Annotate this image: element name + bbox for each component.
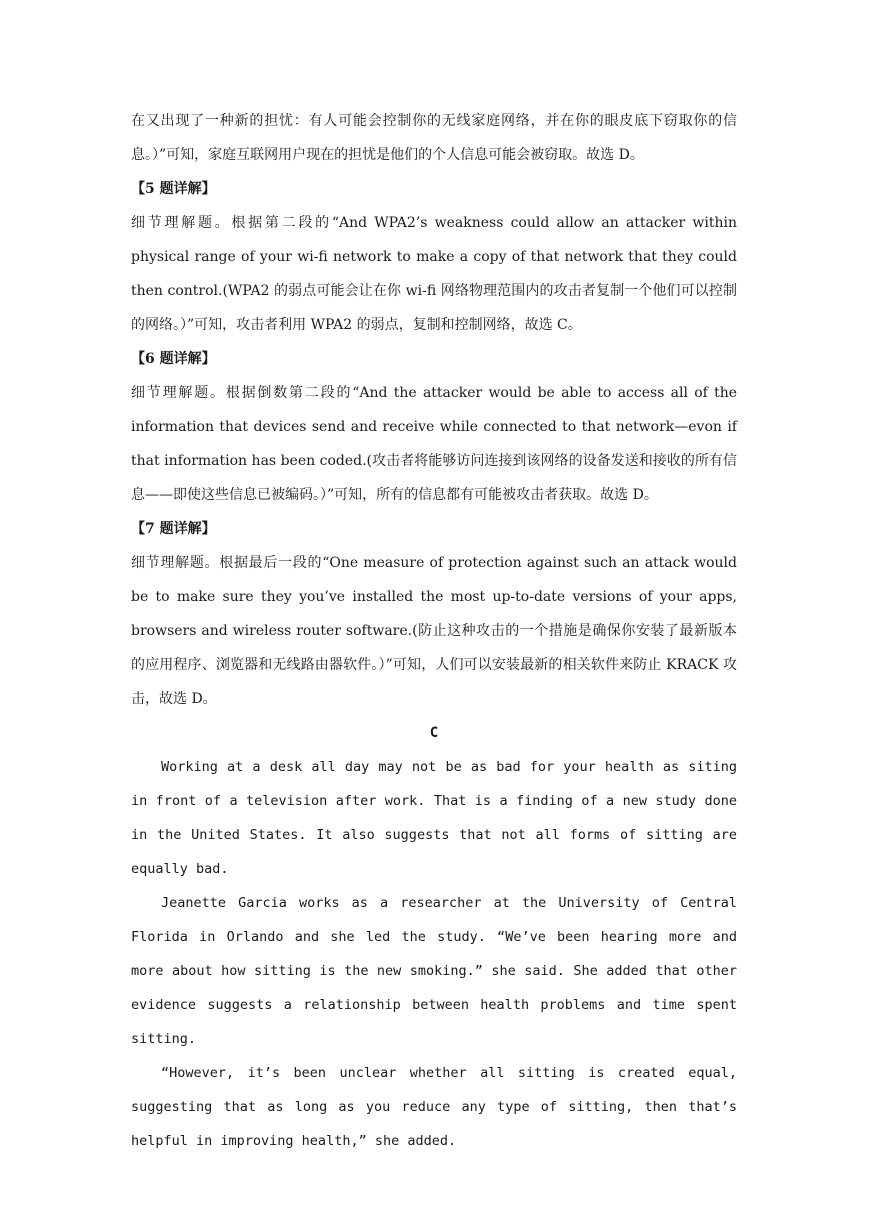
answer-explanation-7: 细节理解题。根据最后一段的“One measure of protection against such an attack would be to make sure they you’ve installed the most up-to-date versions of your apps, browsers and wireless router software.(防止这种攻击的一个措施是确保你安装了最新版本的应用程序、浏览器和无线路由器软件。）”可知，人们可以安装最新的相关软件来防止 KRACK 攻击，故选 D。 <box>131 555 737 707</box>
document-page <box>131 104 737 1158</box>
passage-c-paragraph-3: “However, it’s been unclear whether all sitting is created equal, suggesting that as long as you reduce any type of sitting, then that’s helpful in improving health,” she added. <box>131 1065 737 1149</box>
answer-explanation-5: 细节理解题。根据第二段的“And WPA2’s weakness could allow an attacker within physical range of your wi-fi network to make a copy of that network that they could then control.(WPA2 的弱点可能会让在你 wi-fi 网络物理范围内的攻击者复制一个他们可以控制的网络。）”可知，攻击者利用 WPA2 的弱点，复制和控制网络，故选 C。 <box>131 215 737 333</box>
answer-explanation-6: 细节理解题。根据倒数第二段的“And the attacker would be able to access all of the information that devices send and receive while connected to that network—evon if that information has been coded.(攻击者将能够访问连接到该网络的设备发送和接收的所有信息——即使这些信息已被编码。）”可知，所有的信息都有可能被攻击者获取。故选 D。 <box>131 385 737 503</box>
heading-question-6: 【6 题详解】 <box>131 351 216 367</box>
answer-explanation-4-continued: 在又出现了一种新的担忧：有人可能会控制你的无线家庭网络，并在你的眼皮底下窃取你的信息。）”可知，家庭互联网用户现在的担忧是他们的个人信息可能会被窃取。故选 D。 <box>131 113 737 163</box>
section-title-c: C <box>429 725 439 741</box>
heading-question-5: 【5 题详解】 <box>131 181 216 197</box>
heading-question-7: 【7 题详解】 <box>131 521 216 537</box>
passage-c-paragraph-1: Working at a desk all day may not be as bad for your health as siting in front of a television after work. That is a finding of a new study done in the United States. It also suggests that not all forms of sitting are equally bad. <box>131 759 737 877</box>
passage-c-paragraph-2: Jeanette Garcia works as a researcher at the University of Central Florida in Orlando and she led the study. “We’ve been hearing more and more about how sitting is the new smoking.” she said. She added that other evidence suggests a relationship between health problems and time spent sitting. <box>131 895 737 1047</box>
